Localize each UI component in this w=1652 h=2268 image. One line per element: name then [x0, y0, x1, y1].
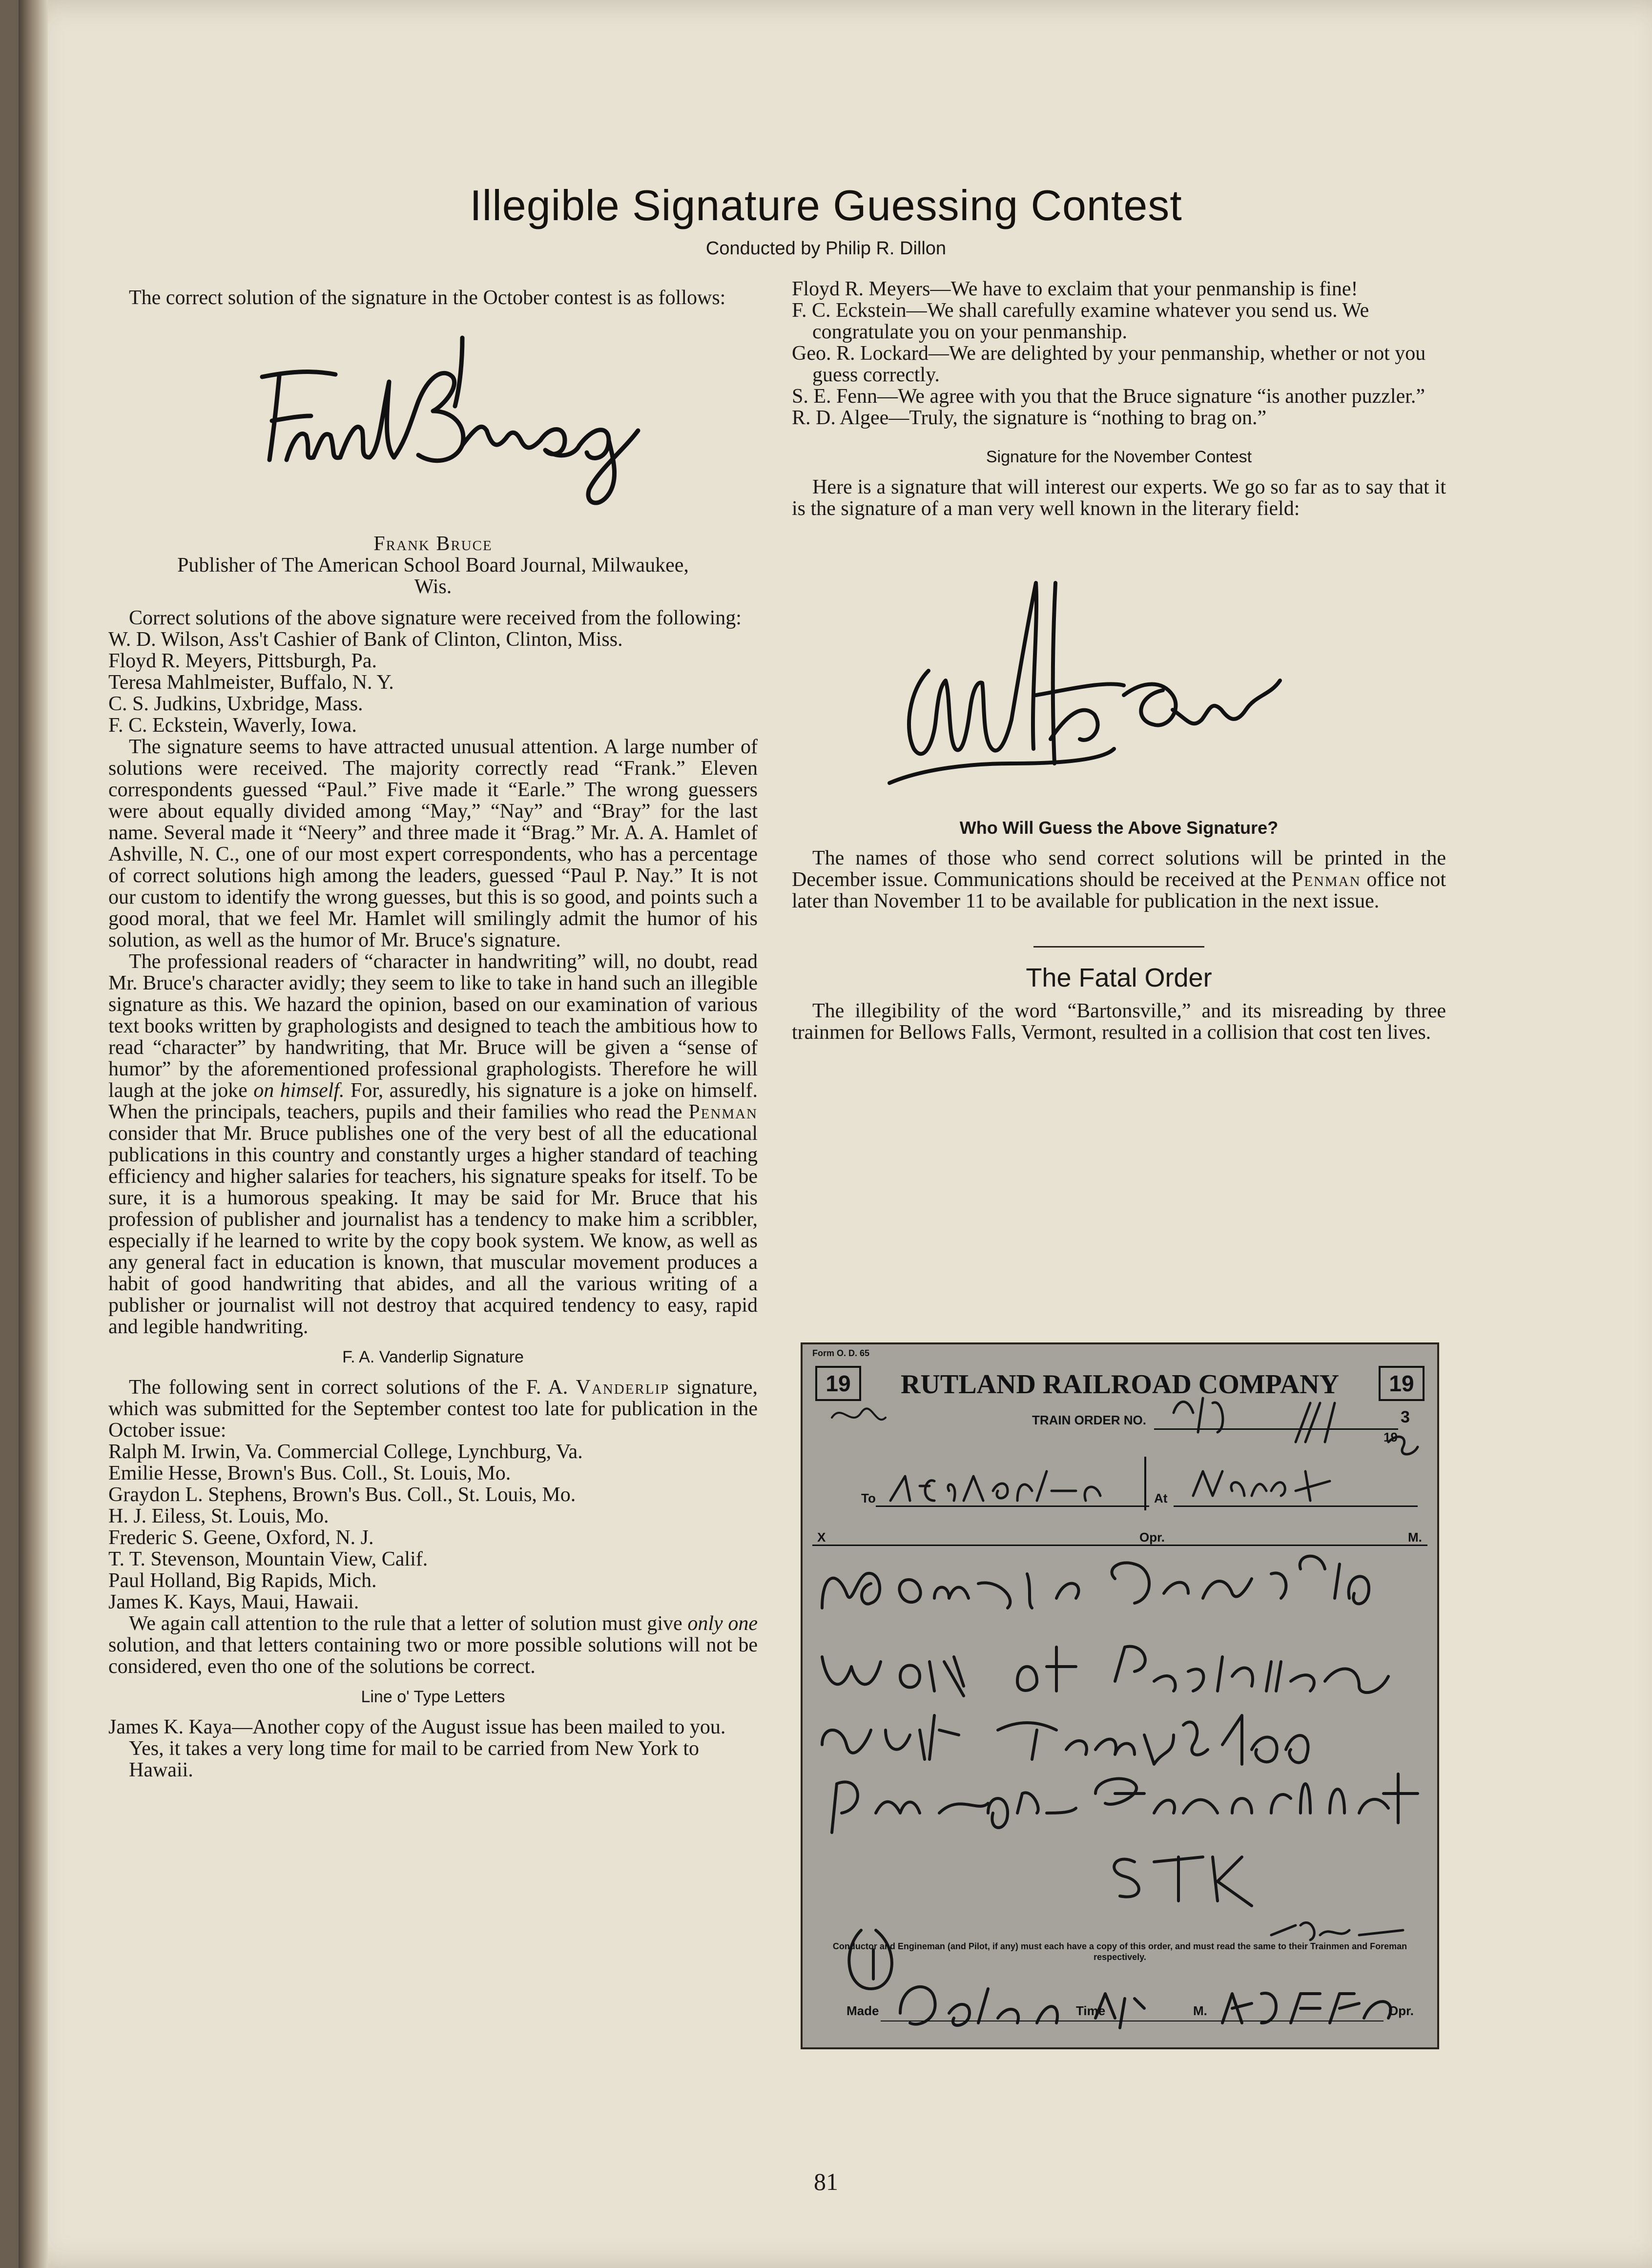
letter-item: Floyd R. Meyers—We have to exclaim that your penmanship is fine!: [792, 278, 1358, 300]
penman-name: Penman: [688, 1101, 758, 1123]
solvers-list: [108, 629, 758, 736]
m-label-footer: M.: [1193, 2003, 1207, 2018]
guess-question: Who Will Guess the Above Signature?: [959, 818, 1279, 838]
signature-caption: Publisher of The American School Board Journal, Milwaukee, Wis.: [177, 554, 689, 598]
m-label: M.: [1408, 1530, 1422, 1545]
vanderlip-name: Vanderlip: [576, 1376, 670, 1399]
vanderlip-solver-item: H. J. Eiless, St. Louis, Mo.: [108, 1505, 329, 1527]
para2-emphasis: on himself.: [253, 1079, 345, 1102]
date-day: 3: [1401, 1408, 1410, 1426]
december-notice: [792, 847, 1446, 912]
order-box-left: 19: [815, 1366, 861, 1401]
vanderlip-solvers-list: [108, 1441, 758, 1613]
page-number: 81: [814, 2168, 838, 2195]
article-title: Illegible Signature Guessing Contest: [470, 181, 1182, 229]
fatal-order-text: The illegibility of the word “Bartonsville,” and its misreading by three trainmen for Bellows Falls, Vermont, resulted in a collision that cost ten lives.: [792, 1000, 1446, 1044]
signature-discussion: The signature seems to have attracted unusual attention. A large number of solutions were received. The majority correctly read “Frank.” Eleven correspondents guessed “Paul.” Five made it “Earle.” The wrong guessers were about equally divided among “May,” “Nay” and “Bray” for the last name. Several made it “Neery” and three made it “Brag.” Mr. A. A. Hamlet of Ashville, N. C., one of our most expert correspondents, who has a percentage of correct solutions high among the leaders, guessed “Paul P. Nay.” It is not our custom to identify the wrong guesses, but this is so good, and points such a good moral, that we feel Mr. Hamlet will smilingly admit the humor of his solution, as well as the humor of Mr. Bruce's signature.: [108, 736, 758, 951]
made-label: Made: [847, 2003, 879, 2018]
to-label: To: [861, 1491, 876, 1505]
vanderlip-solver-item: Ralph M. Irwin, Va. Commercial College, Lynchburg, Va.: [108, 1441, 583, 1463]
vanderlip-solver-item: James K. Kays, Maui, Hawaii.: [108, 1591, 359, 1613]
letter-kaya: James K. Kaya—Another copy of the August issue has been mailed to you. Yes, it takes a very long time for mail to be carried from New York to Hawaii.: [108, 1716, 726, 1781]
order-number-label: TRAIN ORDER NO.: [1032, 1413, 1146, 1427]
november-intro: Here is a signature that will interest our experts. We go so far as to say that it is the signature of a man very well known in the literary field:: [792, 476, 1446, 520]
right-column: [792, 278, 1446, 1043]
letter-item: R. D. Algee—Truly, the signature is “nothing to brag on.”: [792, 407, 1267, 429]
rule-text-a: We again call attention to the rule that a letter of solution must give: [129, 1612, 688, 1635]
vanderlip-solver-item: Emilie Hesse, Brown's Bus. Coll., St. Louis, Mo.: [108, 1462, 511, 1485]
letter-item: S. E. Fenn—We agree with you that the Bruce signature “is another puzzler.”: [792, 385, 1425, 408]
letter-item: Geo. R. Lockard—We are delighted by your penmanship, whether or not you guess correctly.: [792, 342, 1426, 386]
fatal-order-heading: The Fatal Order: [1026, 963, 1212, 992]
graphologists-paragraph: [108, 951, 758, 1338]
letters-heading: Line o' Type Letters: [361, 1688, 505, 1706]
opr-label: Opr.: [1139, 1530, 1165, 1545]
vanderlip-text-b: signature, which was submitted for the September contest too late for publication in the October issue:: [108, 1376, 758, 1442]
year-prefix: 19: [1384, 1430, 1398, 1444]
intro-paragraph: The correct solution of the signature in the October contest is as follows:: [129, 287, 726, 309]
november-signature-image: [850, 534, 1387, 807]
time-label: Time: [1076, 2003, 1106, 2018]
solvers-intro: Correct solutions of the above signature were received from the following:: [129, 607, 742, 629]
solution-rule-paragraph: [108, 1613, 758, 1677]
vanderlip-solver-item: T. T. Stevenson, Mountain View, Calif.: [108, 1548, 428, 1570]
solver-item: Teresa Mahlmeister, Buffalo, N. Y.: [108, 671, 394, 694]
order-box-right: 19: [1379, 1366, 1425, 1401]
section-divider: [1033, 946, 1204, 948]
para2-text-b: For, assuredly, his signature is a joke on himself. When the principals, teachers, pupils and their families who read the: [108, 1079, 758, 1123]
solver-item: W. D. Wilson, Ass't Cashier of Bank of Clinton, Clinton, Miss.: [108, 628, 623, 651]
vanderlip-intro: [108, 1377, 758, 1441]
signature-name: [108, 533, 758, 555]
letter-item: F. C. Eckstein—We shall carefully examine whatever you send us. We congratulate you on your penmanship.: [792, 299, 1369, 343]
penman-name: Penman: [1291, 868, 1361, 891]
vanderlip-solver-item: Frederic S. Geene, Oxford, N. J.: [108, 1526, 374, 1549]
page-binding: [19, 0, 48, 2268]
frank-bruce-signature-image: [189, 318, 677, 514]
november-heading: Signature for the November Contest: [986, 448, 1252, 466]
train-order-facsimile: [801, 1342, 1439, 2049]
solver-item: C. S. Judkins, Uxbridge, Mass.: [108, 693, 363, 715]
rule-emphasis: only one: [687, 1612, 758, 1635]
train-order-footer-note: Conductor and Engineman (and Pilot, if any) must each have a copy of this order, and must read the same to their Trainmen and Foreman respectively.: [832, 1941, 1407, 1962]
form-label: Form O. D. 65: [812, 1348, 870, 1358]
para2-text-c: consider that Mr. Bruce publishes one of the very best of all the educational publications in this country and constantly urges a higher standard of teaching efficiency and higher salaries for teachers, his signature speaks for itself. To be sure, it is a humorous speaking. It may be said for Mr. Bruce that his profession of publisher and journalist has a tendency to make him a scribbler, especially if he learned to write by the copy book system. We know, as well as any general fact in education is known, that muscular movement produces a habit of good handwriting that abides, and all the various writing of a publisher or journalist will not destroy that acquired tendency to easy, rapid and legible handwriting.: [108, 1122, 758, 1338]
left-column: [108, 287, 758, 1781]
letters-list: [792, 278, 1446, 429]
vanderlip-text-a: The following sent in correct solutions of the F. A.: [129, 1376, 576, 1399]
x-label: X: [817, 1530, 826, 1545]
solver-item: Floyd R. Meyers, Pittsburgh, Pa.: [108, 650, 377, 672]
vanderlip-heading: F. A. Vanderlip Signature: [342, 1348, 524, 1366]
notice-text-b: office not later than November 11 to be available for publication in the next issue.: [792, 868, 1446, 912]
notice-text-a: The names of those who send correct solutions will be printed in the December issue. Communications should be received at the: [792, 847, 1446, 891]
vanderlip-solver-item: Graydon L. Stephens, Brown's Bus. Coll., St. Louis, Mo.: [108, 1484, 576, 1506]
para2-text-a: The professional readers of “character in handwriting” will, no doubt, read Mr. Bruce's character avidly; they seem to like to take in hand such an illegible signature as this. We hazard the opinion, based on our examination of various text books written by graphologists and designed to teach the ambitious how to read “character” by handwriting, that Mr. Bruce will be given a “sense of humor” by the aforementioned professional graphologists. Therefore he will laugh at the joke: [108, 950, 758, 1102]
signature-name-text: Frank Bruce: [373, 533, 493, 555]
company-name: RUTLAND RAILROAD COMPANY: [900, 1369, 1340, 1400]
rule-text-b: solution, and that letters containing two or more possible solutions will not be considered, even tho one of the solutions be correct.: [108, 1634, 758, 1678]
article-byline: Conducted by Philip R. Dillon: [705, 238, 947, 259]
solver-item: F. C. Eckstein, Waverly, Iowa.: [108, 714, 357, 737]
frank-bruce-signature: [108, 318, 758, 514]
at-label: At: [1154, 1491, 1168, 1505]
november-signature: [792, 534, 1446, 807]
opr-label-footer: Opr.: [1388, 2003, 1414, 2018]
vanderlip-solver-item: Paul Holland, Big Rapids, Mich.: [108, 1569, 377, 1592]
